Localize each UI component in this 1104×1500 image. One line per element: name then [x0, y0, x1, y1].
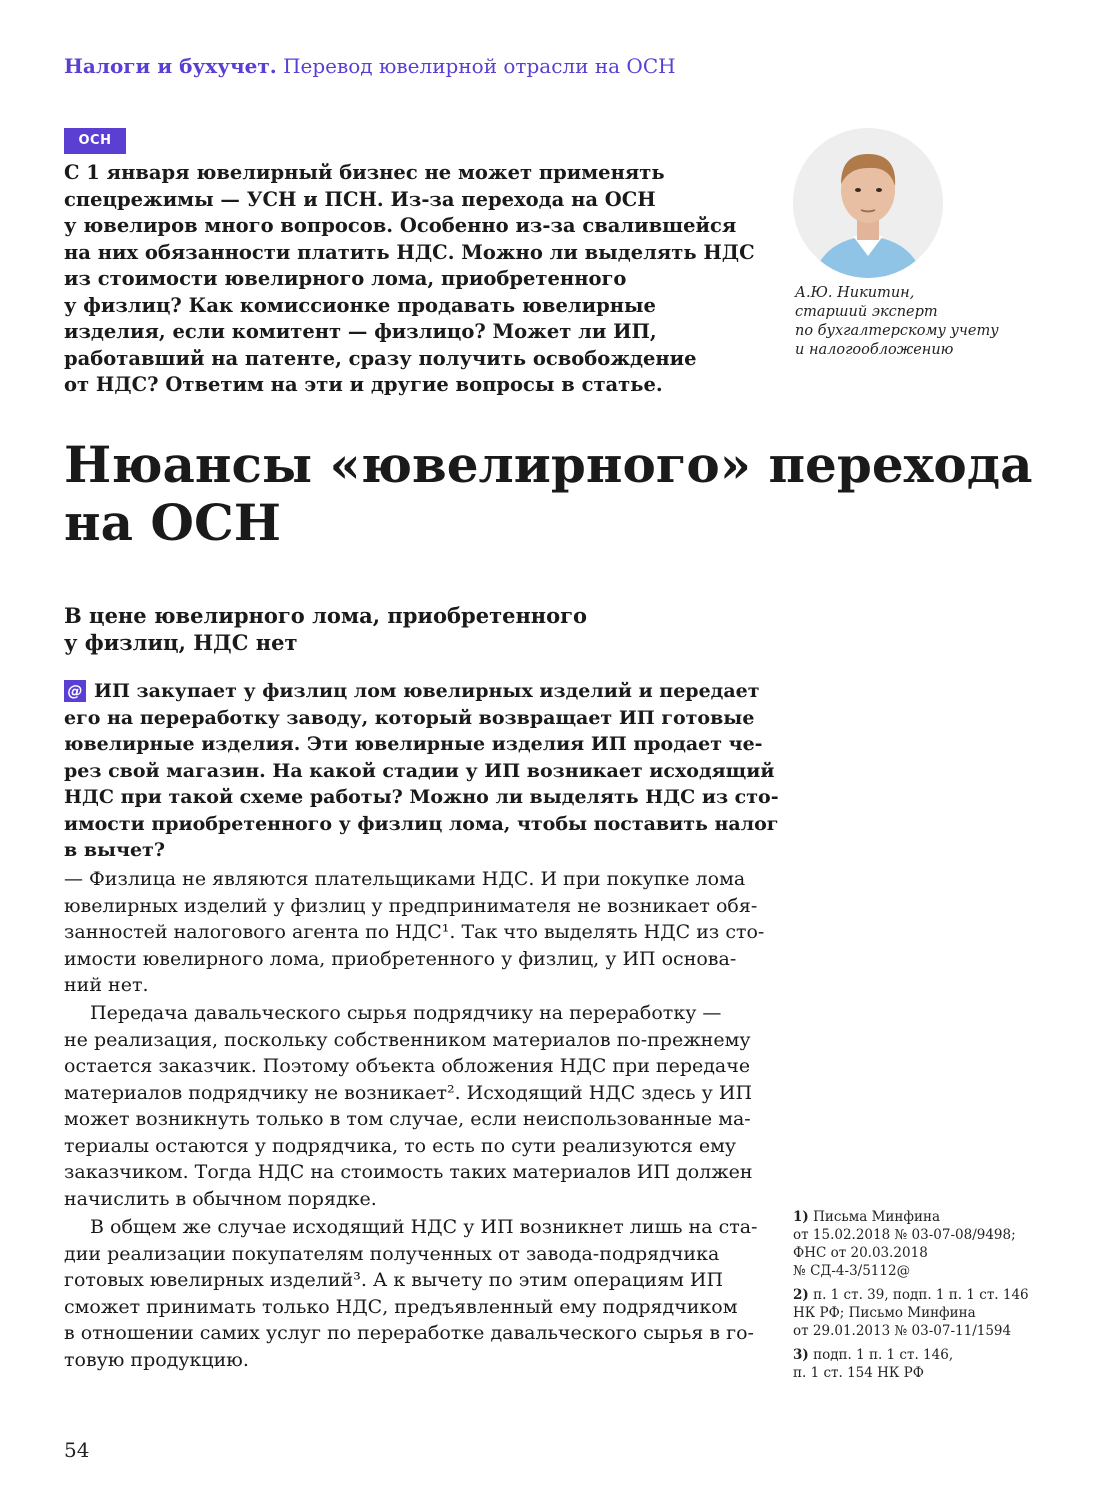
- question-line: ювелирные изделия. Эти ювелирные изделия ИП продает че-: [64, 733, 763, 755]
- question-line: рез свой магазин. На какой стадии у ИП возникает исходящий: [64, 759, 775, 782]
- footnote-line: [793, 1346, 1043, 1364]
- footnote-1: [793, 1208, 1043, 1280]
- body-line: не реализация, поскольку собственником материалов по-прежнему: [64, 1028, 751, 1051]
- footnote-text: Письма Минфина: [813, 1209, 941, 1225]
- author-caption: [795, 284, 1035, 360]
- body-line: териалы остаются у подрядчика, то есть по сути реализуются ему: [64, 1134, 737, 1157]
- email-at-icon: @: [64, 680, 86, 702]
- lead-line: спецрежимы — УСН и ПСН. Из-за перехода на ОСН: [64, 187, 656, 211]
- footnote-text: п. 1 ст. 39, подп. 1 п. 1 ст. 146: [813, 1287, 1029, 1303]
- body-line: готовых ювелирных изделий³. А к вычету по этим операциям ИП: [64, 1269, 724, 1291]
- footnote-line: от 29.01.2013 № 03-07-11/1594: [793, 1323, 1012, 1339]
- body-line: начислить в обычном порядке.: [64, 1187, 377, 1210]
- body-line: товую продукцию.: [64, 1348, 249, 1371]
- body-line: сможет принимать только НДС, предъявленный ему подрядчиком: [64, 1295, 738, 1318]
- lead-paragraph: [64, 160, 754, 399]
- section-subheading: [64, 602, 764, 656]
- question-text: ИП закупает у физлиц лом ювелирных изделий и передает: [94, 680, 760, 702]
- question-line: [64, 678, 760, 705]
- footnote-line: п. 1 ст. 154 НК РФ: [793, 1365, 924, 1381]
- body-line: Передача давальческого сырья подрядчику на переработку —: [90, 1002, 722, 1024]
- title-line: на ОСН: [64, 493, 281, 552]
- body-line: дии реализации покупателям полученных от завода-подрядчика: [64, 1242, 720, 1265]
- page-number: 54: [64, 1438, 90, 1462]
- body-line: имости ювелирного лома, приобретенного у физлиц, у ИП основа-: [64, 947, 737, 970]
- category-tag: ОСН: [64, 128, 126, 154]
- body-line: материалов подрядчику не возникает². Исходящий НДС здесь у ИП: [64, 1081, 753, 1104]
- footnote-line: № СД-4-3/5112@: [793, 1263, 911, 1279]
- lead-line: изделия, если комитент — физлицо? Может ли ИП,: [64, 320, 657, 343]
- lead-line: работавший на патенте, сразу получить освобождение: [64, 346, 697, 370]
- title-line: Нюансы «ювелирного» перехода: [64, 435, 1033, 494]
- section-name: Налоги и бухучет.: [64, 54, 277, 78]
- answer-paragraph-3: [64, 1214, 758, 1373]
- lead-line: от НДС? Ответим на эти и другие вопросы в статье.: [64, 373, 663, 396]
- footnote-text: подп. 1 п. 1 ст. 146,: [813, 1347, 954, 1363]
- author-line: по бухгалтерскому учету: [795, 323, 999, 339]
- lead-line: на них обязанности платить НДС. Можно ли выделять НДС: [64, 240, 755, 264]
- footnote-number: 2): [793, 1287, 809, 1303]
- footnote-number: 1): [793, 1209, 809, 1225]
- author-line: старший эксперт: [795, 304, 938, 320]
- footnote-line: [793, 1208, 1043, 1226]
- body-line: В общем же случае исходящий НДС у ИП возникнет лишь на ста-: [90, 1216, 758, 1238]
- author-avatar: [793, 128, 943, 278]
- body-line: ний нет.: [64, 974, 149, 996]
- body-line: ювелирных изделий у физлиц у предпринимателя не возникает обя-: [64, 894, 758, 917]
- footnote-2: [793, 1286, 1043, 1340]
- footnote-line: от 15.02.2018 № 03-07-08/9498;: [793, 1227, 1016, 1243]
- lead-line: у ювелиров много вопросов. Особенно из-за свалившейся: [64, 214, 737, 237]
- lead-line: из стоимости ювелирного лома, приобретенного: [64, 267, 627, 290]
- body-line: занностей налогового агента по НДС¹. Так что выделять НДС из сто-: [64, 921, 765, 943]
- body-line: может возникнуть только в том случае, если неиспользованные ма-: [64, 1108, 751, 1130]
- question-line: имости приобретенного у физлиц лома, чтобы поставить налог: [64, 812, 779, 835]
- question-line: в вычет?: [64, 839, 165, 861]
- footnotes: [793, 1208, 1043, 1388]
- lead-line: С 1 января ювелирный бизнес не может применять: [64, 161, 665, 184]
- answer-paragraph-2: [64, 1000, 754, 1212]
- author-portrait-icon: [793, 128, 943, 278]
- footnote-3: [793, 1346, 1043, 1382]
- article-title: [64, 435, 1033, 552]
- question-line: его на переработку заводу, который возвращает ИП готовые: [64, 706, 755, 729]
- body-line: — Физлица не являются плательщиками НДС. И при покупке лома: [64, 868, 746, 890]
- body-line: заказчиком. Тогда НДС на стоимость таких материалов ИП должен: [64, 1161, 753, 1183]
- body-line: в отношении самих услуг по переработке давальческого сырья в го-: [64, 1322, 754, 1344]
- author-line: и налогообложению: [795, 342, 954, 358]
- body-line: остается заказчик. Поэтому объекта обложения НДС при передаче: [64, 1055, 751, 1077]
- question-line: НДС при такой схеме работы? Можно ли выделять НДС из сто-: [64, 786, 779, 808]
- footnote-line: [793, 1286, 1043, 1304]
- lead-line: у физлиц? Как комиссионке продавать ювелирные: [64, 293, 656, 317]
- reader-question: [64, 678, 779, 864]
- footnote-line: ФНС от 20.03.2018: [793, 1245, 928, 1261]
- footnote-number: 3): [793, 1347, 809, 1363]
- subhead-line: у физлиц, НДС нет: [64, 630, 298, 655]
- subhead-line: В цене ювелирного лома, приобретенного: [64, 603, 588, 628]
- author-line: А.Ю. Никитин,: [795, 285, 915, 301]
- answer-paragraph-1: [64, 866, 765, 999]
- topic-name: Перевод ювелирной отрасли на ОСН: [283, 54, 676, 78]
- footnote-line: НК РФ; Письмо Минфина: [793, 1305, 976, 1321]
- running-head: [64, 52, 864, 80]
